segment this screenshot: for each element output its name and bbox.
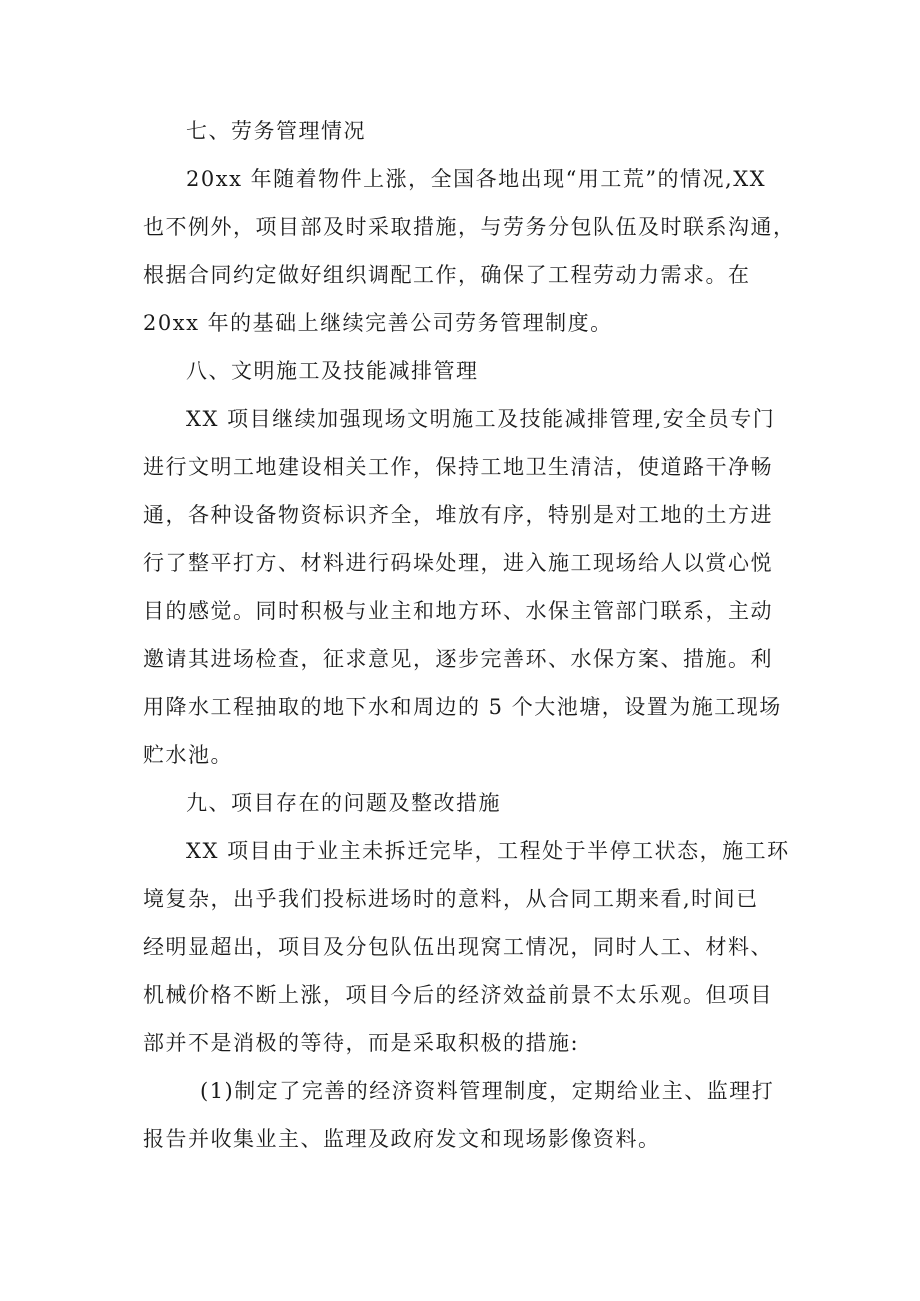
paragraph-line: 经明显超出，项目及分包队伍出现窝工情况，同时人工、材料、 [143, 935, 773, 959]
paragraph-line: XX 项目由于业主未拆迁完毕，工程处于半停工状态，施工环 [186, 839, 790, 863]
paragraph-line: 邀请其进场检查，征求意见，逐步完善环、水保方案、措施。利 [143, 647, 773, 671]
paragraph-line: 用降水工程抽取的地下水和周边的 5 个大池塘，设置为施工现场 [143, 695, 782, 719]
paragraph-line: 根据合同约定做好组织调配工作，确保了工程劳动力需求。在 [143, 263, 751, 287]
section-heading-problems-measures: 九、项目存在的问题及整改措施 [186, 791, 501, 815]
paragraph-line: 行了整平打方、材料进行码垛处理，进入施工现场给人以赏心悦 [143, 551, 773, 575]
paragraph-line: 通，各种设备物资标识齐全，堆放有序，特别是对工地的土方进 [143, 503, 773, 527]
paragraph-line: 机械价格不断上涨，项目今后的经济效益前景不太乐观。但项目 [143, 983, 773, 1007]
paragraph-line: 境复杂，出乎我们投标进场时的意料，从合同工期来看,时间已 [143, 887, 759, 911]
paragraph-line: 部并不是消极的等待，而是采取积极的措施: [143, 1031, 580, 1055]
paragraph-line: XX 项目继续加强现场文明施工及技能减排管理,安全员专门 [186, 407, 776, 431]
section-heading-labor: 七、劳务管理情况 [186, 119, 366, 143]
section-heading-civilized-construction: 八、文明施工及技能减排管理 [186, 359, 479, 383]
paragraph-line: 也不例外，项目部及时采取措施，与劳务分包队伍及时联系沟通， [143, 215, 796, 239]
paragraph-line: 20xx 年的基础上继续完善公司劳务管理制度。 [143, 311, 613, 335]
paragraph-line: 20xx 年随着物件上涨，全国各地出现“用工荒”的情况,XX [186, 167, 767, 191]
list-item-line: 报告并收集业主、监理及政府发文和现场影像资料。 [143, 1127, 661, 1151]
list-item-line: (1)制定了完善的经济资料管理制度，定期给业主、监理打 [200, 1079, 775, 1103]
paragraph-line: 目的感觉。同时积极与业主和地方环、水保主管部门联系，主动 [143, 599, 773, 623]
paragraph-line: 进行文明工地建设相关工作，保持工地卫生清洁，使道路干净畅 [143, 455, 773, 479]
paragraph-line: 贮水池。 [143, 743, 233, 767]
